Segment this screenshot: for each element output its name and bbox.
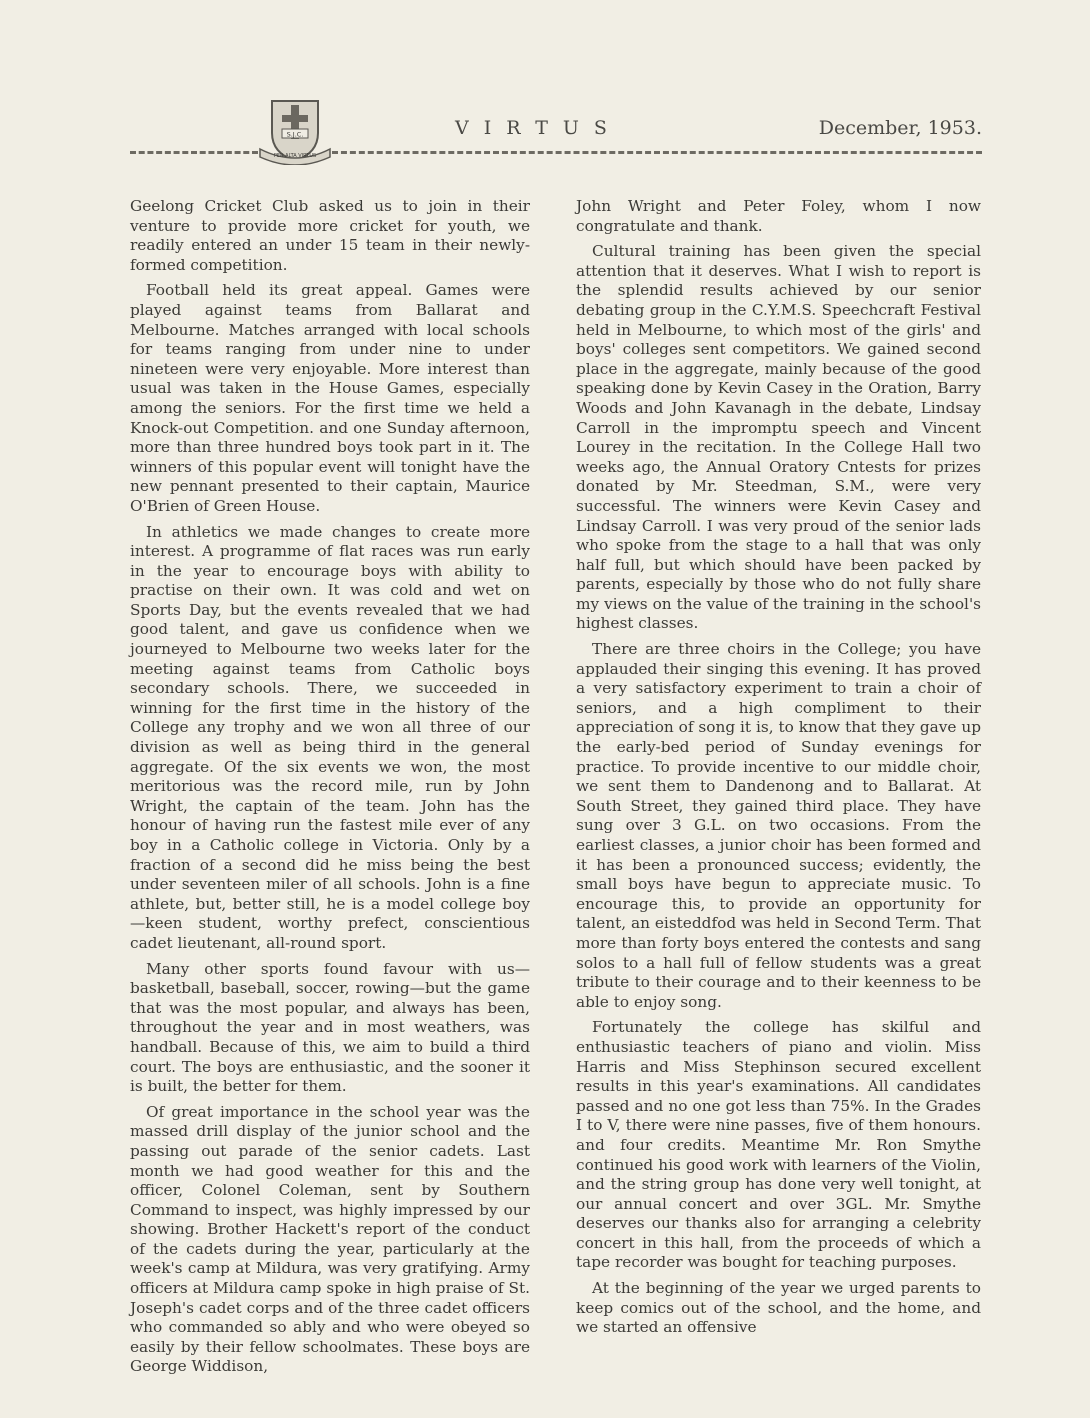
paragraph: There are three choirs in the College; you have applauded their singing this evening. It has proved a very satisfactory experiment to train a choir of seniors, and a high compliment to their appreciation of song it is, to know that they gave up the early-bed period of Sunday evenings for practice. To provide incentive to our middle choir, we sent them to Dandenong and to Ballarat. At South Street, they gained third place. They have sung over 3 G.L. on two occasions. From the earliest classes, a junior choir has been formed and it has been a pronounced success; evidently, the small boys have begun to appreciate music. To encourage this, to provide an opportunity for talent, an eisteddfod was held in Second Term. That more than forty boys entered the contests and sang solos to a hall full of fellow students was a great tribute to their courage and to their keenness to be able to enjoy song. [576, 640, 981, 1011]
magazine-title: VIRTUS [455, 117, 622, 139]
header-rule-left [130, 151, 258, 154]
paragraph: Of great importance in the school year was the massed drill display of the junior school and the passing out parade of the senior cadets. Last month we had good weather for this and the officer, Colonel Coleman, sent by Southern Command to inspect, was highly impressed by our showing. Brother Hackett's report of the conduct of the cadets during the year, particularly at the week's camp at Mildura, was very gratifying. Army officers at Mildura camp spoke in high praise of St. Joseph's cadet corps and of the three cadet officers who commanded so ably and who were obeyed so easily by their fellow schoolmates. These boys are George Widdison, [130, 1102, 530, 1376]
crest-top-text: S.J.C. [286, 130, 304, 139]
header-rule-right [332, 151, 982, 154]
paragraph: In athletics we made changes to create more interest. A programme of flat races was run early in the year to encourage boys with ability to practise on their own. It was cold and wet on Sports Day, but the events revealed that we had good talent, and gave us confidence when we journeyed to Melbourne two weeks later for the meeting against teams from Catholic boys secondary schools. There, we succeeded in winning for the first time in the history of the College any trophy and we won all three of our division as well as being third in the general aggregate. Of the six events we won, the most meritorious was the record mile, run by John Wright, the captain of the team. John has the honour of having run the fastest mile ever of any boy in a Catholic college in Victoria. Only by a fraction of a second did he miss being the best under seventeen miler of all schools. John is a fine athlete, but, better still, he is a model college boy—keen student, worthy prefect, conscientious cadet lieutenant, all-round sport. [130, 522, 530, 952]
page-header [130, 95, 982, 165]
left-column [130, 197, 530, 1383]
paragraph: John Wright and Peter Foley, whom I now congratulate and thank. [576, 197, 981, 235]
paragraph: Cultural training has been given the special attention that it deserves. What I wish to report is the splendid results achieved by our senior debating group in the C.Y.M.S. Speechcraft Festival held in Melbourne, to which most of the girls' and boys' colleges sent competitors. We gained second place in the aggregate, mainly because of the good speaking done by Kevin Casey in the Oration, Barry Woods and John Kavanagh in the debate, Lindsay Carroll in the impromptu speech and Vincent Lourey in the recitation. In the College Hall two weeks ago, the Annual Oratory Cntests for prizes donated by Mr. Steedman, S.M., were very successful. The winners were Kevin Casey and Lindsay Carroll. I was very proud of the senior lads who spoke from the stage to a hall that was only half full, but which should have been packed by parents, especially by those who do not fully share my views on the value of the training in the school's highest classes. [576, 242, 981, 633]
paragraph: Geelong Cricket Club asked us to join in their venture to provide more cricket for youth, we readily entered an under 15 team in their newly-formed competition. [130, 197, 530, 274]
issue-date: December, 1953. [818, 117, 982, 139]
paragraph: Fortunately the college has skilful and enthusiastic teachers of piano and violin. Miss Harris and Miss Stephinson secured excellent results in this year's examinations. All candidates passed and no one got less than 75%. In the Grades I to V, there were nine passes, five of them honours. and four credits. Meantime Mr. Ron Smythe continued his good work with learners of the Violin, and the string group has done very well tonight, at our annual concert and over 3GL. Mr. Smythe deserves our thanks also for arranging a celebrity concert in this hall, from the proceeds of which a tape recorder was bought for teaching purposes. [576, 1018, 981, 1272]
paragraph: Many other sports found favour with us—basketball, baseball, soccer, rowing—but the game that was the most popular, and always has been, throughout the year and in most weathers, was handball. Because of this, we aim to build a third court. The boys are enthusiastic, and the sooner it is built, the better for them. [130, 959, 530, 1096]
paragraph: At the beginning of the year we urged parents to keep comics out of the school, and the home, and we started an offensive [576, 1279, 981, 1337]
right-column [576, 197, 981, 1344]
crest-motto: PER ALTA VIRTUS [273, 153, 317, 159]
school-crest-icon [258, 95, 332, 165]
paragraph: Football held its great appeal. Games were played against teams from Ballarat and Melbourne. Matches arranged with local schools for teams ranging from under nine to under nineteen were very enjoyable. More interest than usual was taken in the House Games, especially among the seniors. For the first time we held a Knock-out Competition. and one Sunday afternoon, more than three hundred boys took part in it. The winners of this popular event will tonight have the new pennant presented to their captain, Maurice O'Brien of Green House. [130, 281, 530, 515]
